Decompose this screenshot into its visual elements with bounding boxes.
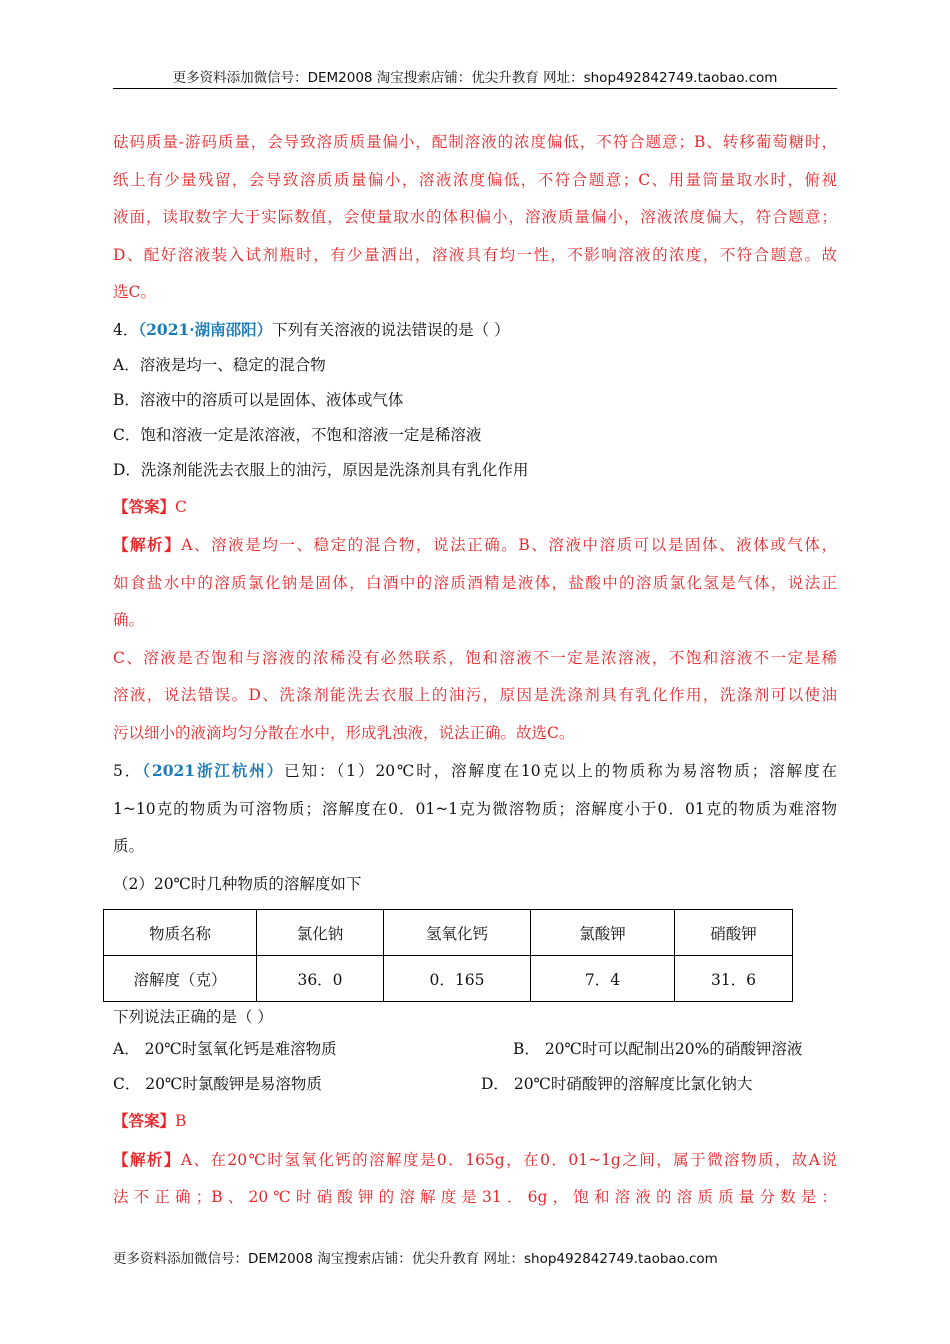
question-source: （2021·湖南邵阳） (138, 319, 273, 339)
answer-value: C (175, 497, 187, 516)
answer-line (113, 1102, 837, 1141)
question-source: （2021浙江杭州） (142, 761, 285, 780)
analysis-line (113, 1141, 837, 1180)
table-cell: 硝酸钾 (675, 910, 793, 956)
document-body (113, 124, 837, 1217)
analysis-line: 选C。 (113, 283, 156, 301)
analysis-text: A、溶液是均一、稳定的混合物，说法正确。B、溶液中溶质可以是固体、液体或气体， (181, 536, 837, 554)
question-text: 质。 (113, 837, 145, 855)
question-stem (113, 752, 837, 791)
answer-line (113, 488, 837, 527)
table-cell: 氢氧化钙 (384, 910, 531, 956)
table-cell: 氯酸钾 (531, 910, 675, 956)
question-stem (113, 312, 837, 348)
option-b: B．溶液中的溶质可以是固体、液体或气体 (113, 390, 404, 409)
question-text: 已知：（1）20℃时，溶解度在10克以上的物质称为易溶物质；溶解度在 (284, 762, 838, 780)
analysis-line: 法不正确；B、20℃时硝酸钾的溶解度是31．6g，饱和溶液的溶质质量分数是： (113, 1188, 837, 1206)
answer-label: 【答案】 (113, 496, 176, 516)
table-cell: 36．0 (257, 956, 384, 1002)
option-d: D．洗涤剂能洗去衣服上的油污，原因是洗涤剂具有乳化作用 (113, 460, 529, 479)
solubility-table (103, 909, 793, 1002)
page-header: 更多资料添加微信号：DEM2008 淘宝搜索店铺：优尖升教育 网址：shop492842749.taobao.com (172, 70, 778, 86)
analysis-label: 【解析】 (113, 535, 182, 554)
table-header-cell: 物质名称 (104, 910, 257, 956)
option-a: A．溶液是均一、稳定的混合物 (113, 355, 326, 374)
analysis-line: 确。 (113, 611, 145, 629)
analysis-line (113, 526, 837, 565)
table-cell: 0．165 (384, 956, 531, 1002)
header-divider (113, 88, 837, 89)
table-cell: 氯化钠 (257, 910, 384, 956)
analysis-block (113, 526, 837, 752)
option-c: C． 20℃时氯酸钾是易溶物质 (113, 1075, 322, 1093)
question-number: 4． (113, 320, 139, 339)
option-c: C．饱和溶液一定是浓溶液，不饱和溶液一定是稀溶液 (113, 425, 482, 444)
analysis-text: A、在20℃时氢氧化钙的溶解度是0．165g，在0．01~1g之间，属于微溶物质，故A说 (180, 1150, 837, 1169)
table-header-cell: 溶解度（克） (104, 956, 257, 1002)
analysis-line: D、配好溶液装入试剂瓶时，有少量洒出，溶液具有均一性，不影响溶液的浓度，不符合题意。故 (113, 245, 837, 264)
analysis-line: 污以细小的液滴均匀分散在水中，形成乳浊液，说法正确。故选C。 (113, 723, 575, 742)
table-cell: 31．6 (675, 956, 793, 1002)
question-text: 1~10克的物质为可溶物质；溶解度在0．01~1克为微溶物质；溶解度小于0．01克的物质为难溶物 (113, 799, 837, 818)
table-row (104, 956, 793, 1002)
analysis-line: 砝码质量-游码质量，会导致溶质质量偏小，配制溶液的浓度偏低，不符合题意；B、转移葡萄糖时， (113, 133, 837, 151)
answer-value: B (175, 1112, 187, 1130)
option-d: D． 20℃时硝酸钾的溶解度比氯化钠大 (481, 1075, 753, 1093)
analysis-line: 纸上有少量残留，会导致溶质质量偏小，溶液浓度偏低，不符合题意；C、用量筒量取水时，俯视 (113, 170, 837, 189)
options-row (113, 1032, 837, 1067)
options-row (113, 1067, 837, 1102)
question-text: 下列有关溶液的说法错误的是（ ） (272, 320, 510, 339)
analysis-line: C、溶液是否饱和与溶液的浓稀没有必然联系，饱和溶液不一定是浓溶液，不饱和溶液不一定是稀 (113, 648, 837, 667)
analysis-label: 【解析】 (113, 1149, 181, 1169)
analysis-line: 溶液，说法错误。D、洗涤剂能洗去衣服上的油污，原因是洗涤剂具有乳化作用，洗涤剂可以使油 (113, 686, 837, 704)
option-a: A． 20℃时氢氧化钙是难溶物质 (113, 1040, 337, 1058)
option-b: B． 20℃时可以配制出20%的硝酸钾溶液 (513, 1040, 803, 1058)
answer-label: 【答案】 (113, 1111, 176, 1130)
previous-analysis (113, 124, 837, 312)
question-prompt: 下列说法正确的是（ ） (113, 1008, 273, 1026)
table-row (104, 910, 793, 956)
page-footer: 更多资料添加微信号：DEM2008 淘宝搜索店铺：优尖升教育 网址：shop492842749.taobao.com (113, 1251, 718, 1267)
question-number: 5． (113, 762, 143, 780)
question-4 (113, 312, 837, 753)
table-cell: 7．4 (531, 956, 675, 1002)
table-intro: （2）20℃时几种物质的溶解度如下 (113, 874, 362, 893)
question-5 (113, 752, 837, 1217)
analysis-block (113, 1141, 837, 1217)
analysis-line: 液面，读取数字大于实际数值，会使量取水的体积偏小，溶液质量偏小，溶液浓度偏大，符合题意； (113, 208, 837, 226)
analysis-line: 如食盐水中的溶质氯化钠是固体，白酒中的溶质酒精是液体，盐酸中的溶质氯化氢是气体，说法正 (113, 573, 837, 592)
